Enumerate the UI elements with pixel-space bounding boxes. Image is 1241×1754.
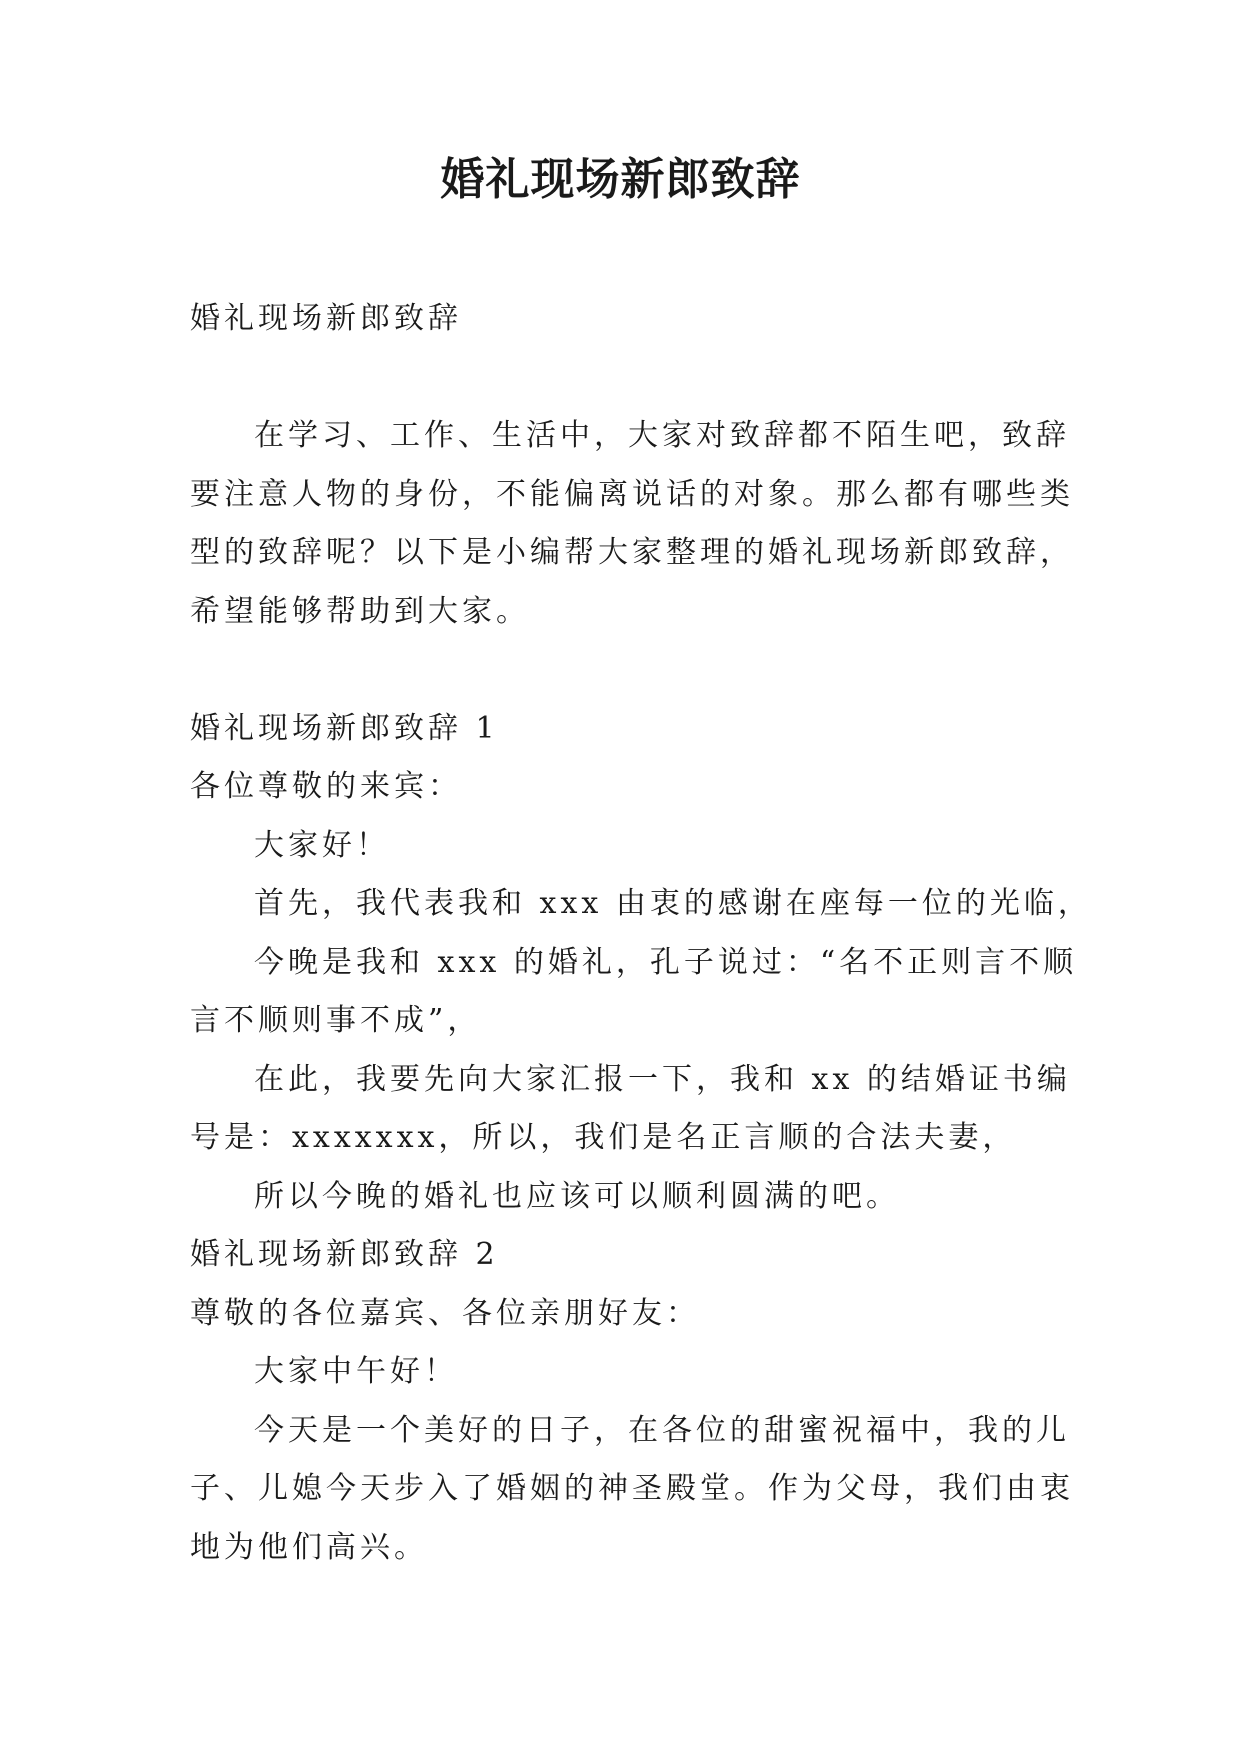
section1-line: 首先，我代表我和 xxx 由衷的感谢在座每一位的光临，: [254, 886, 1092, 921]
intro-line: 型的致辞呢？以下是小编帮大家整理的婚礼现场新郎致辞，: [190, 535, 1074, 570]
section2-line: 地为他们高兴。: [190, 1529, 428, 1565]
section1-line: 号是：xxxxxxx，所以，我们是名正言顺的合法夫妻，: [190, 1120, 1017, 1155]
section2-heading: 婚礼现场新郎致辞 2: [190, 1237, 499, 1272]
blank-line: [190, 641, 1060, 700]
document-body: [190, 290, 1092, 1577]
section1-line: 言不顺则事不成”，: [190, 1003, 482, 1038]
section1-line: 在此，我要先向大家汇报一下，我和 xx 的结婚证书编: [254, 1061, 1071, 1097]
blank-line: [190, 349, 1060, 408]
section2-greeting: 大家中午好！: [254, 1354, 458, 1389]
section1-greeting: 大家好！: [254, 827, 390, 863]
intro-line: 要注意人物的身份，不能偏离说话的对象。那么都有哪些类: [190, 476, 1074, 512]
section2-line: 子、儿媳今天步入了婚姻的神圣殿堂。作为父母，我们由衷: [190, 1471, 1074, 1506]
intro-line: 在学习、工作、生活中，大家对致辞都不陌生吧，致辞: [254, 418, 1070, 453]
section2-line: 今天是一个美好的日子，在各位的甜蜜祝福中，我的儿: [254, 1412, 1070, 1448]
document-title: 婚礼现场新郎致辞: [440, 154, 801, 205]
section1-line: 今晚是我和 xxx 的婚礼，孔子说过：“名不正则言不顺: [254, 944, 1078, 980]
section1-heading: 婚礼现场新郎致辞 1: [190, 710, 499, 746]
intro-line: 希望能够帮助到大家。: [190, 593, 530, 629]
section2-salutation: 尊敬的各位嘉宾、各位亲朋好友：: [190, 1295, 700, 1331]
section1-salutation: 各位尊敬的来宾：: [190, 769, 462, 804]
subtitle: 婚礼现场新郎致辞: [190, 301, 462, 336]
section1-line: 所以今晚的婚礼也应该可以顺利圆满的吧。: [254, 1178, 900, 1214]
